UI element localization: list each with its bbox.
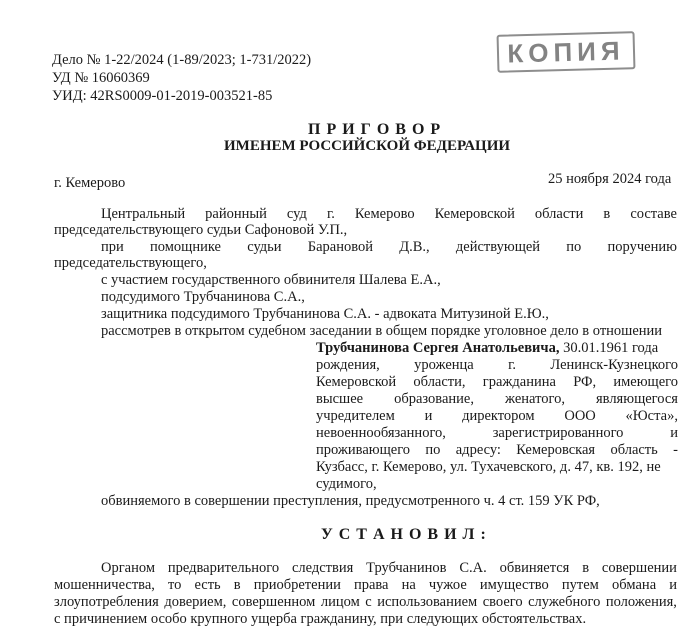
defendant-line-4: высшее образование, женатого, являющегося — [316, 391, 678, 407]
defendant-line-9: судимого, — [316, 476, 377, 492]
defendant-line-1: Трубчанинова Сергея Анатольевича, 30.01.1961 года — [316, 340, 659, 356]
copy-stamp: КОПИЯ — [497, 31, 636, 73]
court-line-4: председательствующего, — [54, 255, 207, 271]
court-line-7: защитника подсудимого Трубчанинова С.А. - адвоката Митузиной Е.Ю., — [101, 306, 549, 322]
defendant-line-8: Кузбасс, г. Кемерово, ул. Тухачевского, д. 47, кв. 192, не — [316, 459, 661, 475]
body-line-3: злоупотребления доверием, совершенном лицом с использованием своего служебного положения, — [54, 594, 677, 610]
defendant-line-3: Кемеровской области, гражданина РФ, имеющего — [316, 374, 678, 390]
court-line-8: рассмотрев в открытом судебном заседании в общем порядке уголовное дело в отношении — [101, 323, 663, 339]
defendant-line-2: рождения, уроженца г. Ленинск-Кузнецкого — [316, 357, 678, 373]
established-heading: У С Т А Н О В И Л : — [321, 526, 487, 543]
ud-number: УД № 16060369 — [52, 70, 150, 86]
court-line-1: Центральный районный суд г. Кемерово Кемеровской области в составе — [101, 206, 677, 222]
body-line-1: Органом предварительного следствия Трубчанинов С.А. обвиняется в совершении — [101, 560, 677, 576]
verdict-date: 25 ноября 2024 года — [548, 171, 672, 187]
charge-line: обвиняемого в совершении преступления, предусмотренного ч. 4 ст. 159 УК РФ, — [101, 493, 600, 509]
verdict-title: П Р И Г О В О Р — [308, 121, 442, 138]
uid-number: УИД: 42RS0009-01-2019-003521-85 — [52, 88, 273, 104]
defendant-name: Трубчанинова Сергея Анатольевича, — [316, 340, 560, 356]
court-line-5: с участием государственного обвинителя Шалева Е.А., — [101, 272, 441, 288]
defendant-line-6: невоеннообязанного, зарегистрированного и — [316, 425, 678, 441]
court-line-2: председательствующего судьи Сафоновой У.П., — [54, 222, 348, 238]
court-line-3: при помощнике судьи Барановой Д.В., действующей по поручению — [101, 239, 677, 255]
body-line-4: с причинением особо крупного ущерба гражданину, при следующих обстоятельствах. — [54, 611, 587, 627]
city: г. Кемерово — [54, 175, 126, 191]
body-line-2: мошенничества, то есть в приобретении права на чужое имущество путем обмана и — [54, 577, 677, 593]
case-number: Дело № 1-22/2024 (1-89/2023; 1-731/2022) — [52, 52, 312, 68]
defendant-line-5: учредителем и директором ООО «Юста», — [316, 408, 678, 424]
defendant-line-7: проживающего по адресу: Кемеровская область - — [316, 442, 678, 458]
court-line-6: подсудимого Трубчанинова С.А., — [101, 289, 305, 305]
verdict-subtitle: ИМЕНЕМ РОССИЙСКОЙ ФЕДЕРАЦИИ — [224, 138, 511, 154]
